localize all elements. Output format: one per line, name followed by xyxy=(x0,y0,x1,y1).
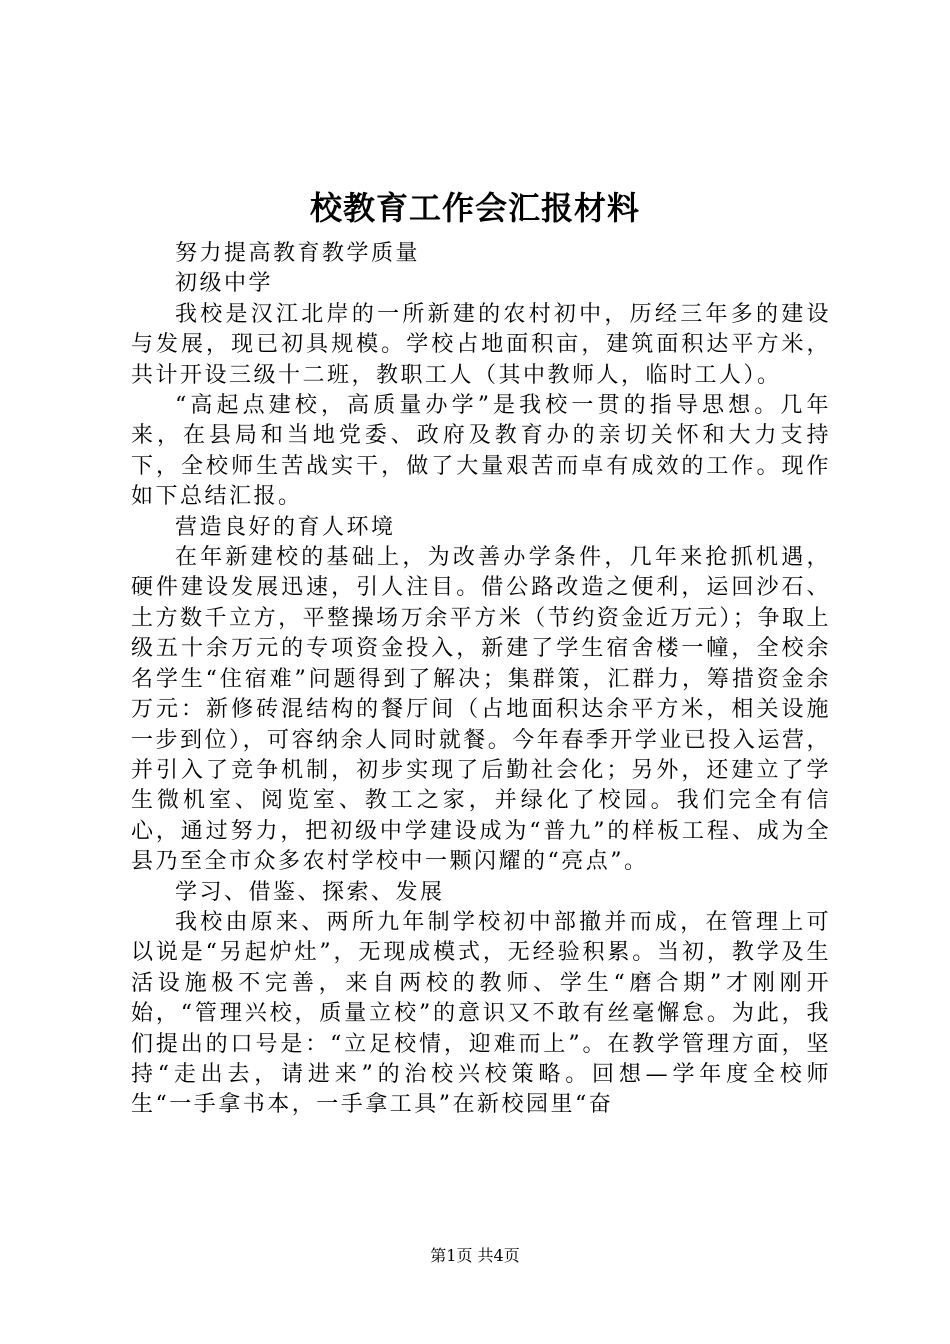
school-name: 初级中学 xyxy=(175,271,274,297)
page-number-footer: 第1页 共4页 xyxy=(430,1246,520,1265)
section-heading: 努力提高教育教学质量 xyxy=(175,241,421,266)
body-paragraph: 我校是汉江北岸的一所新建的农村初中，历经三年多的建设与发展，现已初具规模。学校占地面积亩，建筑面积达平方米，共计开设三级十二班，教职工人（其中教师人，临时工人）。 xyxy=(131,301,831,388)
body-paragraph: 我校由原来、两所九年制学校初中部撤并而成，在管理上可以说是“另起炉灶”，无现成模式，无经验积累。当初，教学及生活设施极不完善，来自两校的教师、学生“磨合期”才刚刚开始，“管理兴校，质量立校”的意识又不敢有丝毫懈怠。为此，我们提出的口号是：“立足校情，迎难而上”。在教学管理方面，坚持“走出去，请进来”的治校兴校策略。回想—学年度全校师生“一手拿书本，一手拿工具”在新校园里“奋 xyxy=(131,909,831,1118)
document-body xyxy=(131,239,831,1121)
body-paragraph: “高起点建校，高质量办学”是我校一贯的指导思想。几年来，在县局和当地党委、政府及教育办的亲切关怀和大力支持下，全校师生苦战实干，做了大量艰苦而卓有成效的工作。现作如下总结汇报。 xyxy=(131,393,831,510)
section-heading: 营造良好的育人环境 xyxy=(175,514,396,540)
section-heading: 学习、借鉴、探索、发展 xyxy=(175,879,445,905)
body-paragraph: 在年新建校的基础上，为改善办学条件，几年来抢抓机遇，硬件建设发展迅速，引人注目。借公路改造之便利，运回沙石、土方数千立方，平整操场万余平方米（节约资金近万元）；争取上级五十余万元的专项资金投入，新建了学生宿舍楼一幢，全校余名学生“住宿难”问题得到了解决；集群策，汇群力，筹措资金余万元：新修砖混结构的餐厅间（占地面积达余平方米，相关设施一步到位），可容纳余人同时就餐。今年春季开学业已投入运营，并引入了竞争机制，初步实现了后勤社会化；另外，还建立了学生微机室、阅览室、教工之家，并绿化了校园。我们完全有信心，通过努力，把初级中学建设成为“普九”的样板工程、成为全县乃至全市众多农村学校中一颗闪耀的“亮点”。 xyxy=(131,545,831,875)
document-title: 校教育工作会汇报材料 xyxy=(309,189,640,227)
